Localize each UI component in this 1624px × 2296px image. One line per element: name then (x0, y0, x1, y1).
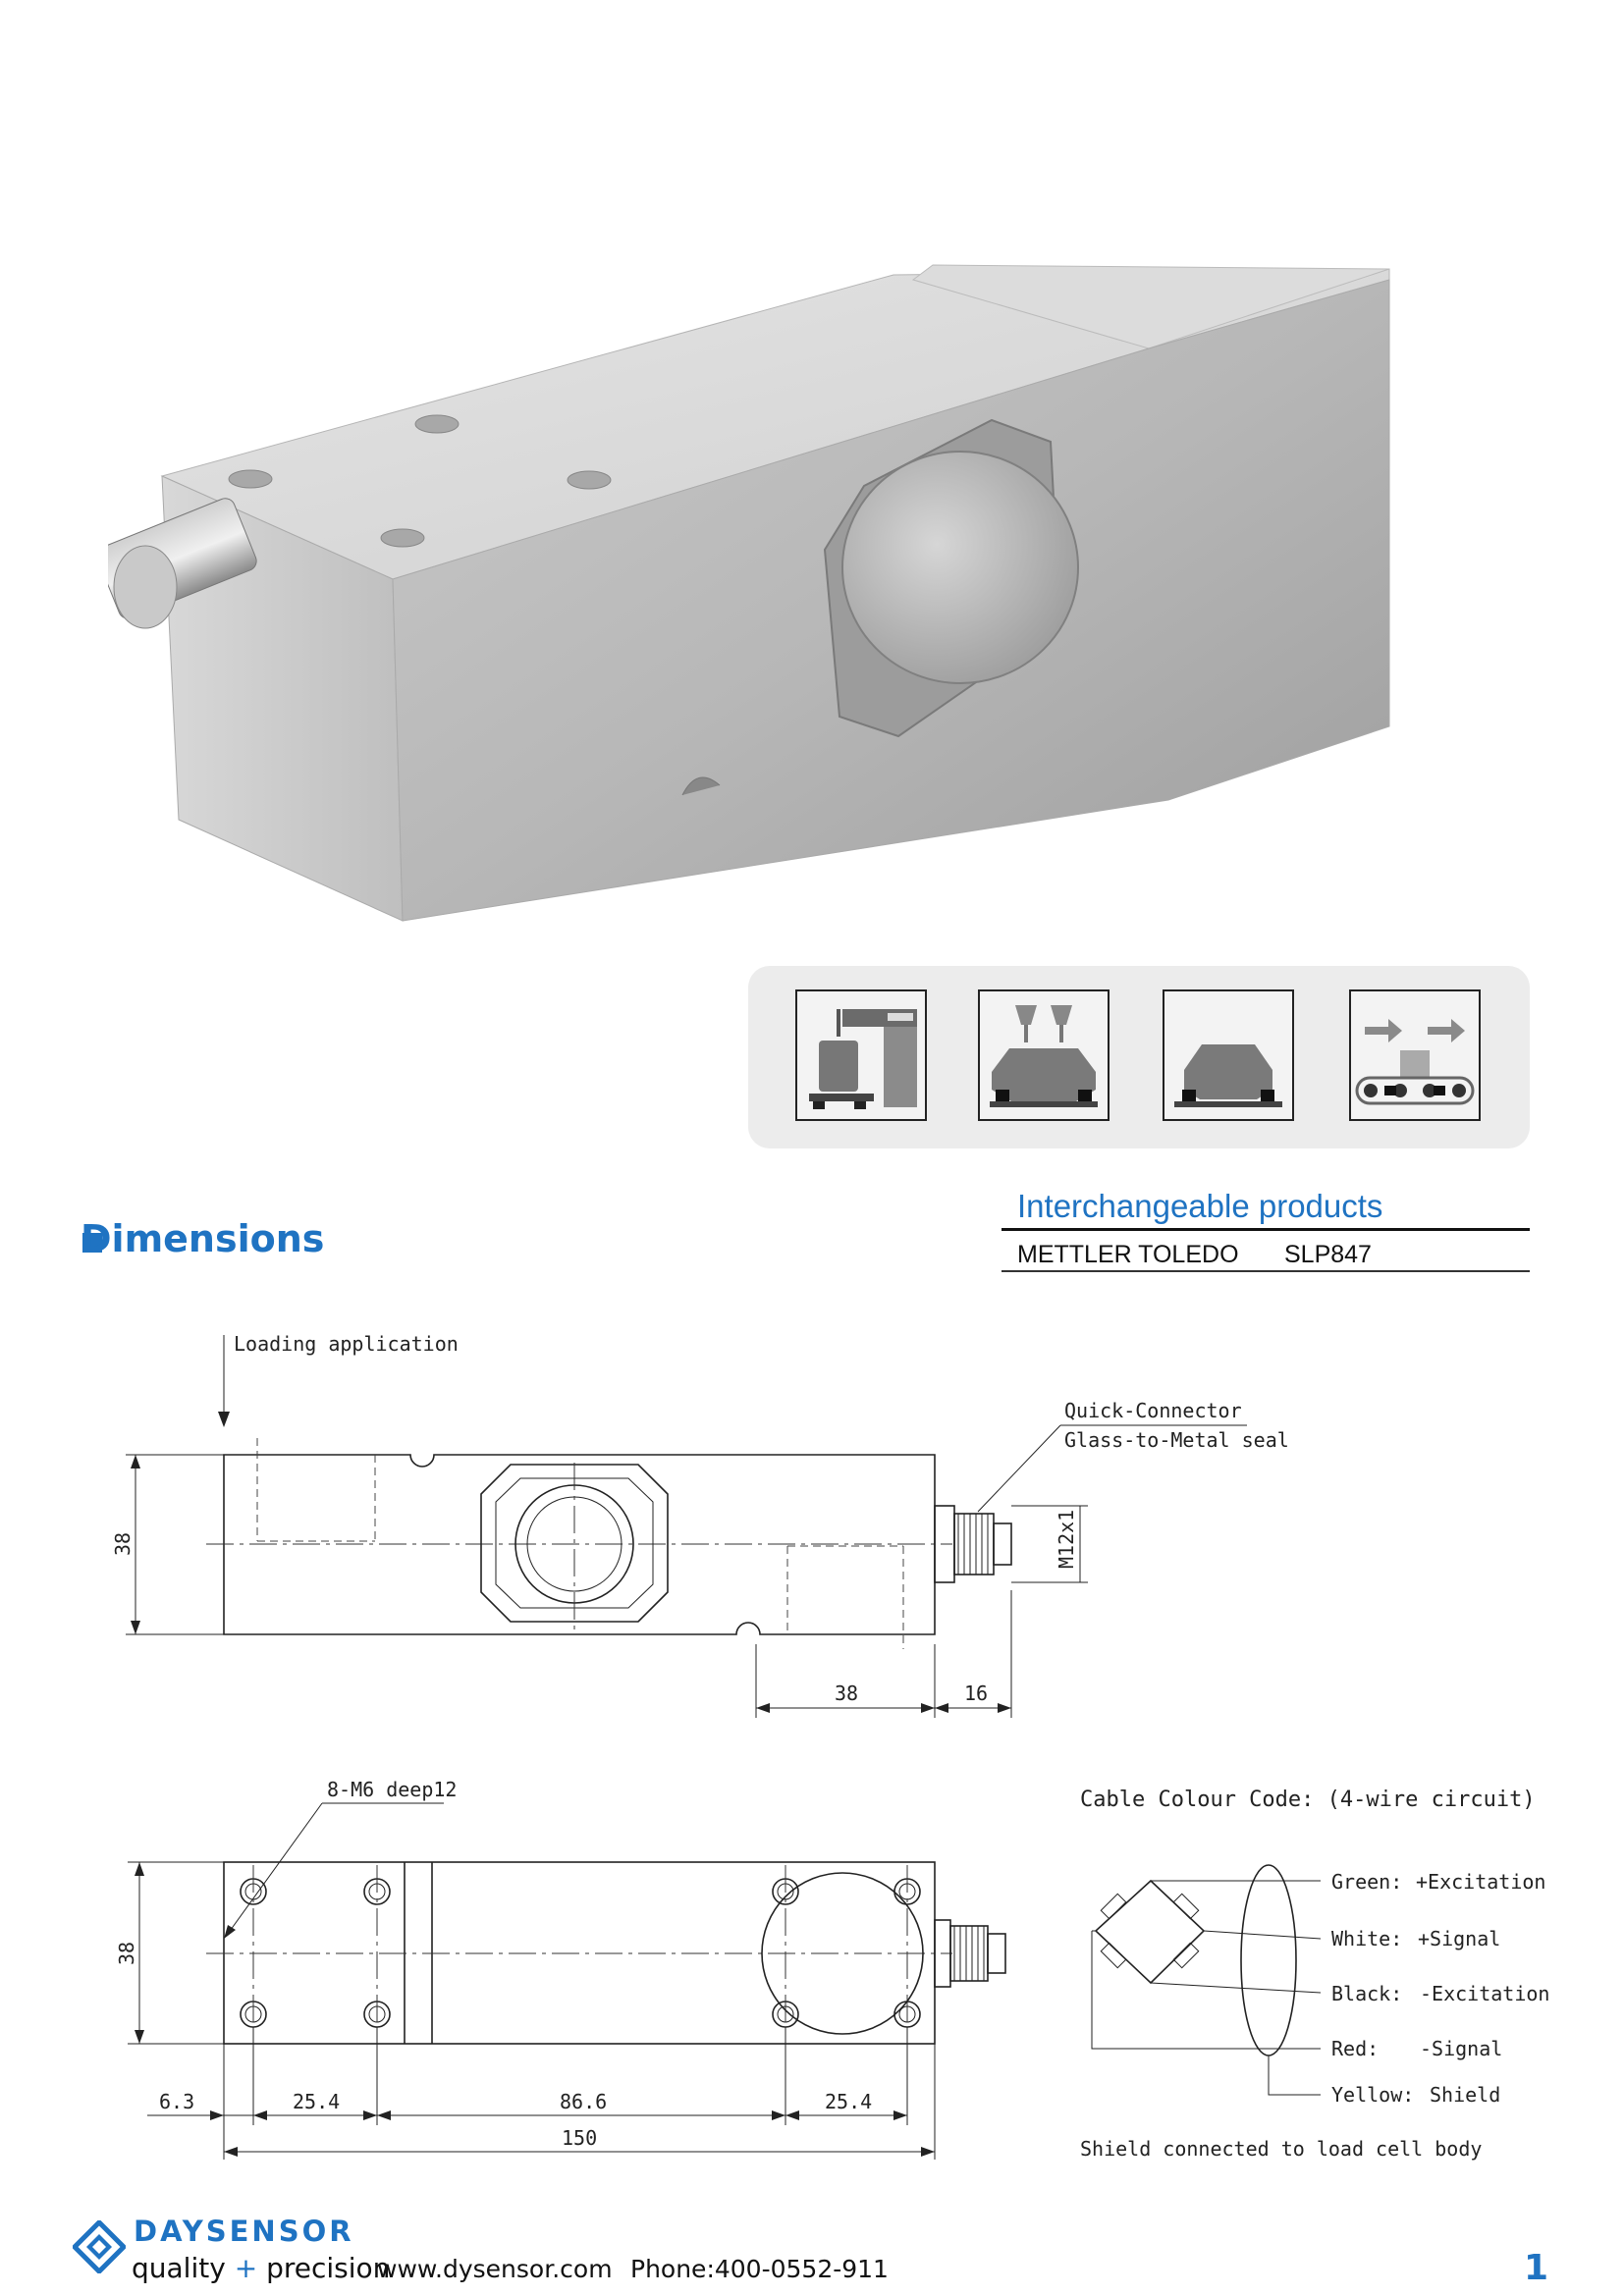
wire-function: Shield (1430, 2083, 1501, 2107)
wire-function: -Signal (1420, 2037, 1503, 2060)
loading-label: Loading application (234, 1332, 459, 1356)
wire-function: -Excitation (1420, 1982, 1550, 2005)
brand-name: DAYSENSOR (134, 2215, 354, 2248)
bridge-circuit (1092, 1865, 1321, 2095)
tagline (132, 2252, 390, 2284)
divider (1001, 1270, 1530, 1272)
interchangeable-row (1017, 1241, 1372, 1269)
connector-label-1: Quick-Connector (1064, 1399, 1242, 1422)
dim-item: 86.6 (560, 2090, 608, 2113)
application-icons-panel (748, 966, 1530, 1148)
cable-title: Cable Colour Code: (4-wire circuit) (1080, 1788, 1536, 1812)
wire-color: White: (1331, 1927, 1403, 1950)
cable-note: Shield connected to load cell body (1080, 2137, 1483, 2161)
thread-dim: M12x1 (1055, 1509, 1078, 1569)
dim-item: 25.4 (825, 2090, 873, 2113)
tank-weighing-icon (1163, 989, 1294, 1121)
wire-color: Yellow: (1331, 2083, 1415, 2107)
wire-color: Green: (1331, 1870, 1403, 1894)
interchangeable-model: SLP847 (1284, 1241, 1372, 1268)
dim-38: 38 (835, 1682, 859, 1705)
tagline-plus: + (234, 2252, 258, 2284)
dim-item: 6.3 (159, 2090, 195, 2113)
interchangeable-title: Interchangeable products (1017, 1188, 1383, 1224)
connector-label-2: Glass-to-Metal seal (1064, 1428, 1289, 1452)
tagline-right: precision (266, 2252, 391, 2284)
hole-label: 8-M6 deep12 (327, 1778, 458, 1801)
wire-function: +Signal (1418, 1927, 1501, 1950)
phone-number: Phone:400-0552-911 (630, 2255, 889, 2283)
side-height-dim: 38 (111, 1531, 135, 1556)
dim-16: 16 (964, 1682, 989, 1705)
wire-color: Black: (1331, 1982, 1403, 2005)
wire-function: +Excitation (1416, 1870, 1546, 1894)
website-link[interactable]: www.dysensor.com (377, 2255, 613, 2283)
load-arrow-icon (218, 1412, 230, 1427)
conveyor-weighing-icon (1349, 989, 1481, 1121)
section-title: Dimensions (81, 1217, 325, 1260)
dim-item: 25.4 (293, 2090, 341, 2113)
top-height-dim: 38 (115, 1941, 138, 1965)
page-number: 1 (1524, 2248, 1549, 2288)
tagline-left: quality (132, 2252, 226, 2284)
hopper-weighing-icon (978, 989, 1110, 1121)
divider (1001, 1228, 1530, 1231)
wire-color: Red: (1331, 2037, 1380, 2060)
interchangeable-brand: METTLER TOLEDO (1017, 1241, 1239, 1268)
total-length-dim: 150 (562, 2126, 598, 2150)
dimension-drawing (0, 1306, 1624, 2189)
load-cell-photo (108, 255, 1404, 942)
platform-scale-icon (795, 989, 927, 1121)
daysensor-logo-icon (73, 2220, 126, 2273)
